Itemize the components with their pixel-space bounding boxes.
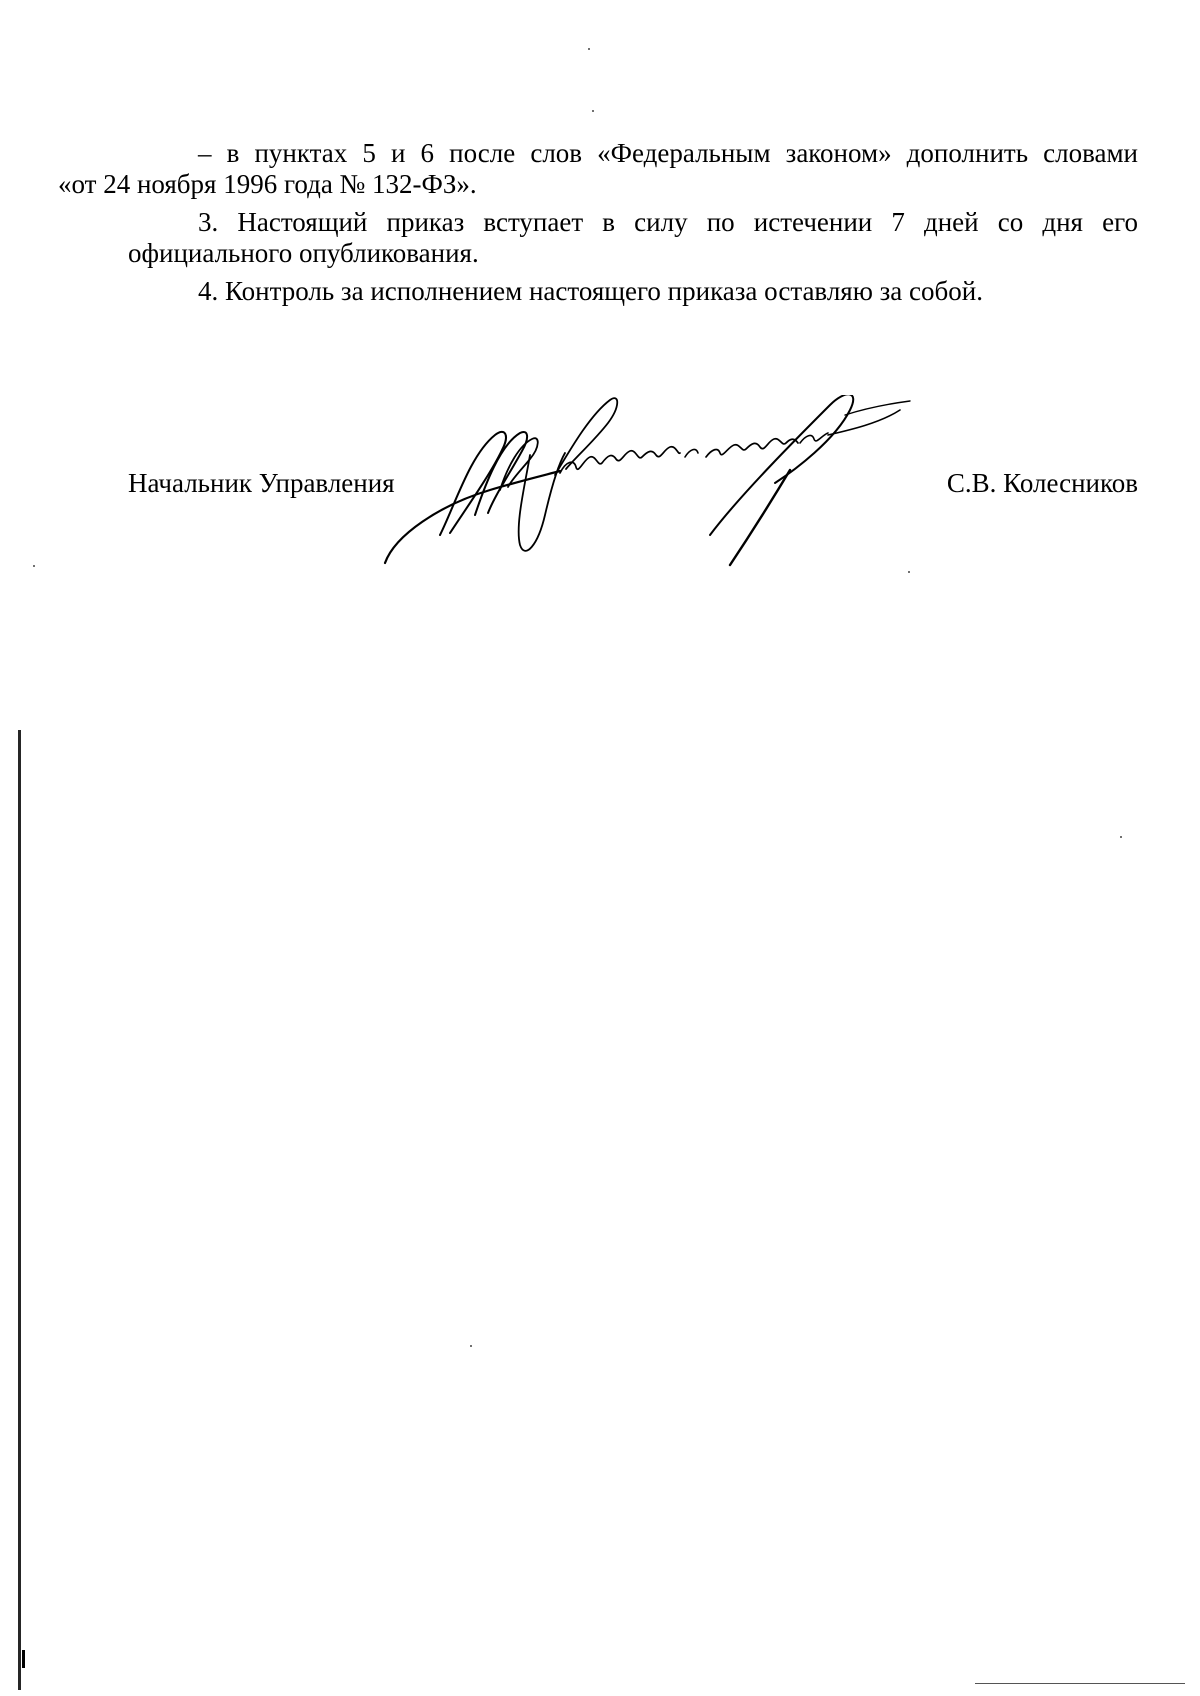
scan-bottom-rule xyxy=(975,1683,1185,1684)
paragraph-line: 4. Контроль за исполнением настоящего приказа оставляю за собой. xyxy=(198,276,983,306)
scan-speck xyxy=(33,565,35,567)
paragraph-effective-date xyxy=(128,207,1138,269)
scan-speck xyxy=(470,1345,472,1347)
paragraph-line: официального опубликования. xyxy=(128,238,479,268)
scan-speck xyxy=(588,48,590,50)
signatory-position: Начальник Управления xyxy=(128,468,395,498)
scan-margin-mark xyxy=(22,1650,25,1668)
document-body xyxy=(58,138,1138,314)
paragraph-line: 3. Настоящий приказ вступает в силу по истечении 7 дней со дня его xyxy=(198,207,1138,237)
scan-speck xyxy=(908,571,910,573)
handwritten-signature xyxy=(380,395,960,575)
paragraph-line: «от 24 ноября 1996 года № 132-ФЗ». xyxy=(58,169,477,199)
paragraph-control xyxy=(128,276,1138,307)
scan-speck xyxy=(1120,836,1122,838)
paragraph-amendment xyxy=(58,138,1138,200)
signatory-name: С.В. Колесников xyxy=(946,468,1138,498)
paragraph-line: – в пунктах 5 и 6 после слов «Федеральным законом» дополнить словами xyxy=(198,138,1138,168)
scan-margin-edge xyxy=(18,730,21,1690)
scan-speck xyxy=(592,110,594,112)
